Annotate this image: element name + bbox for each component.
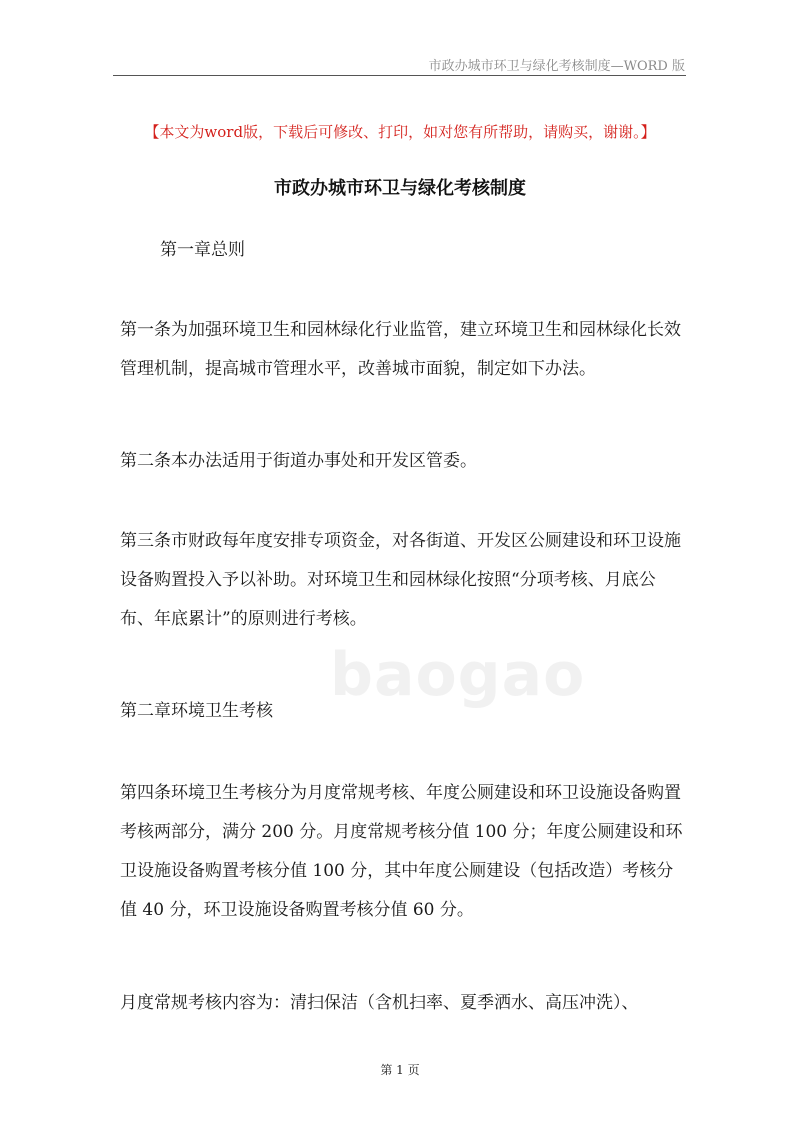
article-2: 第二条本办法适用于街道办事处和开发区管委。 <box>120 451 477 471</box>
article-1: 第一条为加强环境卫生和园林绿化行业监管，建立环境卫生和园林绿化长效管理机制，提高城市管理水平，改善城市面貌，制定如下办法。 <box>120 320 681 379</box>
chapter-2-heading: 第二章环境卫生考核 <box>120 701 273 721</box>
monthly-content-paragraph: 月度常规考核内容为：清扫保洁（含机扫率、夏季洒水、高压冲洗）、 <box>120 993 639 1013</box>
running-header: 市政办城市环卫与绿化考核制度—WORD 版 <box>428 59 685 74</box>
page-number: 第 1 页 <box>380 1063 420 1077</box>
chapter-1-heading: 第一章总则 <box>160 240 245 260</box>
document-title: 市政办城市环卫与绿化考核制度 <box>274 178 526 199</box>
watermark: baogao <box>330 640 586 710</box>
purchase-notice: 【本文为word版，下载后可修改、打印，如对您有所帮助，请购买，谢谢。】 <box>144 123 656 141</box>
article-4: 第四条环境卫生考核分为月度常规考核、年度公厕建设和环卫设施设备购置考核两部分，满分 200 分。月度常规考核分值 100 分；年度公厕建设和环卫设施设备购置考核分值 100 分，其中年度公厕建设（包括改造）考核分值 40 分，环卫设施设备购置考核分值 60 分。 <box>120 783 683 920</box>
header-divider <box>113 75 686 76</box>
article-3: 第三条市财政每年度安排专项资金，对各街道、开发区公厕建设和环卫设施设备购置投入予以补助。对环境卫生和园林绿化按照“分项考核、月底公布、年底累计”的原则进行考核。 <box>120 531 681 629</box>
